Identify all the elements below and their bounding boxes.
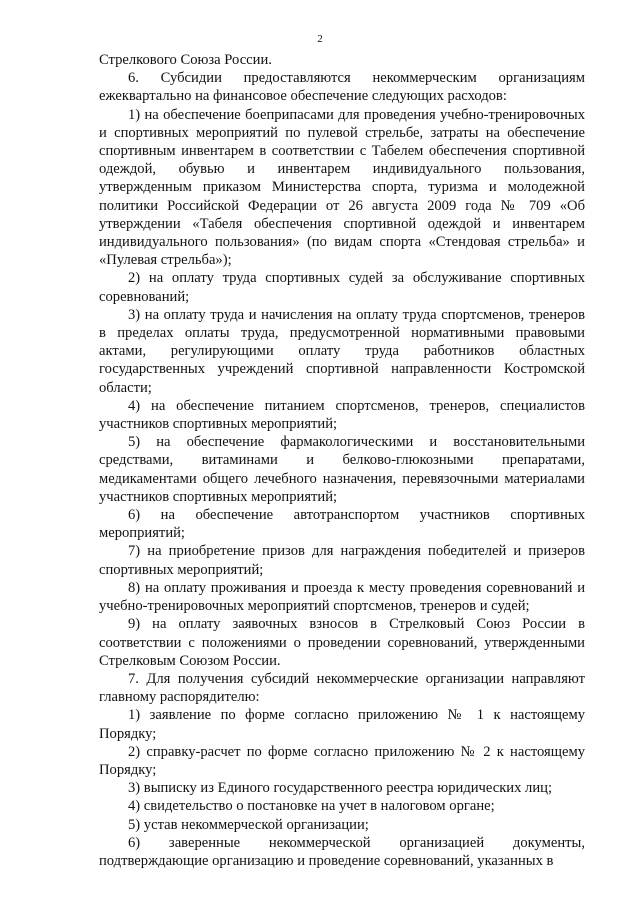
paragraph-document-6: 6) заверенные некоммерческой организацией документы, подтверждающие организацию и проведение соревнований, указанных в [99, 834, 585, 869]
paragraph-expense-2: 2) на оплату труда спортивных судей за обслуживание спортивных соревнований; [99, 270, 585, 305]
paragraph-expense-8: 8) на оплату проживания и проезда к месту проведения соревнований и учебно-тренировочных мероприятий спортсменов, тренеров и судей; [99, 579, 585, 615]
document-body [99, 51, 585, 870]
paragraph-document-3: 3) выписку из Единого государственного реестра юридических лиц; [128, 780, 553, 797]
paragraph-continuation: Стрелкового Союза России. [99, 52, 272, 68]
paragraph-document-4: 4) свидетельство о постановке на учет в налоговом органе; [128, 798, 495, 815]
paragraph-expense-9: 9) на оплату заявочных взносов в Стрелковый Союз России в соответствии с положениями о проведении соревнований, утвержденными Стрелковым Союзом России. [99, 616, 585, 669]
paragraph-document-2: 2) справку-расчет по форме согласно приложению № 2 к настоящему Порядку; [99, 743, 585, 778]
paragraph-expense-3: 3) на оплату труда и начисления на оплату труда спортсменов, тренеров в пределах оплаты труда, предусмотренной нормативными правовыми актами, регулирующими оплату труда работников областных государственных учреждений спортивной направленности Костромской области; [99, 306, 585, 396]
paragraph-expense-1: 1) на обеспечение боеприпасами для проведения учебно-тренировочных и спортивных мероприятий по пулевой стрельбе, затраты на обеспечение спортивным инвентарем в соответствии с Табелем обеспечения спортивной одеждой, обувью и инвентарем индивидуального пользования, утвержденным приказом Министерства спорта, туризма и молодежной политики Российской Федерации от 26 августа 2009 года № 709 «Об утверждении «Табеля обеспечения спортивной одеждой и инвентарем индивидуального пользования» (по видам спорта «Стендовая стрельба» и «Пулевая стрельба»); [99, 106, 585, 269]
paragraph-expense-7: 7) на приобретение призов для награждения победителей и призеров спортивных мероприятий; [99, 543, 585, 578]
paragraph-expense-4: 4) на обеспечение питанием спортсменов, тренеров, специалистов участников спортивных мероприятий; [99, 397, 585, 433]
paragraph-expense-6: 6) на обеспечение автотранспортом участников спортивных мероприятий; [99, 507, 585, 542]
paragraph-expense-5: 5) на обеспечение фармакологическими и восстановительными средствами, витаминами и белково-глюкозными препаратами, медикаментами общего лечебного назначения, перевязочными материалами участников спортивных мероприятий; [99, 434, 585, 505]
paragraph-item-6-subsidies: 6. Субсидии предоставляются некоммерческим организациям ежеквартально на финансовое обеспечение следующих расходов: [99, 70, 585, 105]
paragraph-item-7-documents: 7. Для получения субсидий некоммерческие организации направляют главному распорядителю: [99, 670, 585, 706]
paragraph-document-5: 5) устав некоммерческой организации; [128, 816, 369, 833]
paragraph-document-1: 1) заявление по форме согласно приложению № 1 к настоящему Порядку; [99, 707, 585, 742]
page-number: 2 [317, 33, 323, 45]
